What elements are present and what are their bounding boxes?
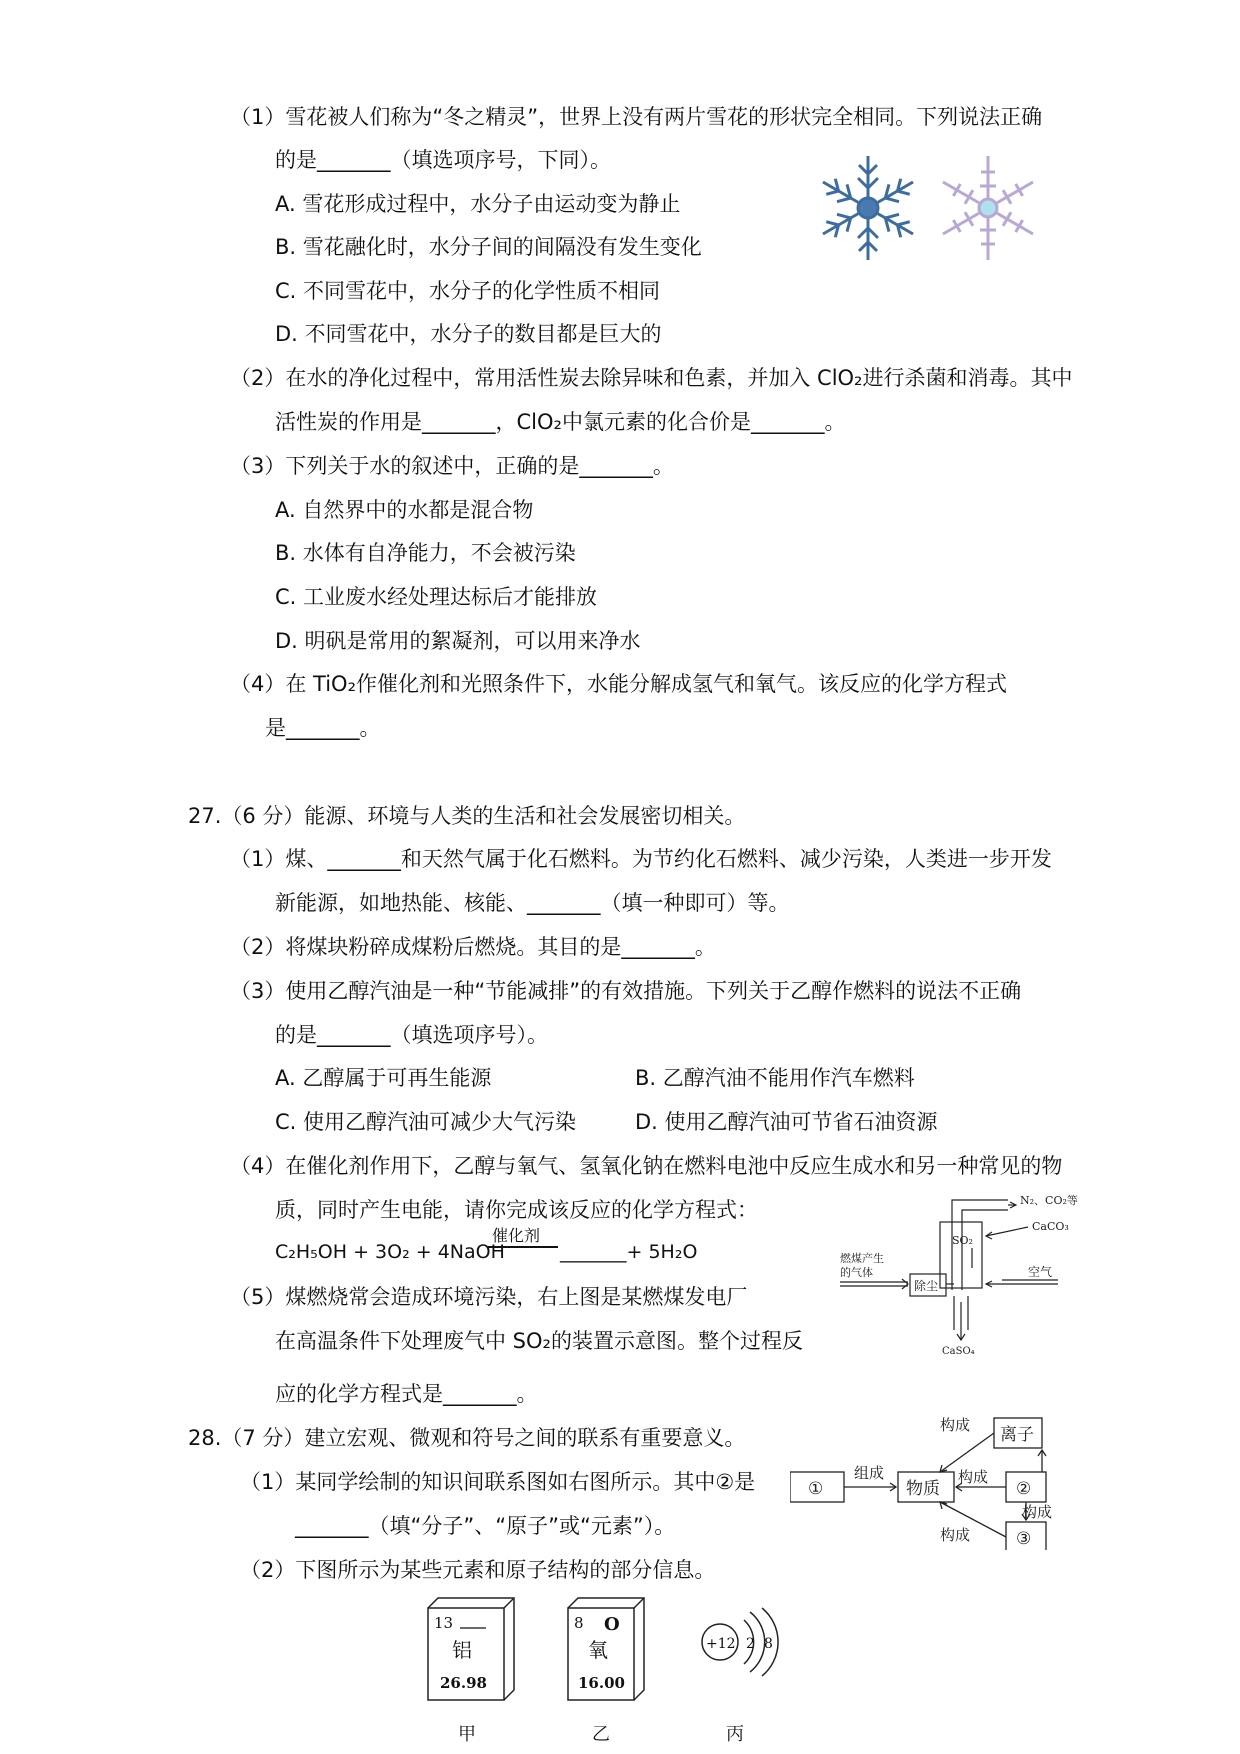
- q27-part5-line2: 在高温条件下处理废气中 SO₂的装置示意图。整个过程反: [275, 1329, 803, 1353]
- concept-edge-2-3: 构成: [1022, 1503, 1053, 1521]
- q28-part1-line1: （1）某同学绘制的知识间联系图如右图所示。其中②是: [240, 1470, 756, 1494]
- q27-part3-option-d: D. 使用乙醇汽油可节省石油资源: [635, 1110, 938, 1134]
- q27-part5-line3: 应的化学方程式是_______。: [275, 1382, 538, 1406]
- q27-heading: 27.（6 分）能源、环境与人类的生活和社会发展密切相关。: [188, 804, 746, 828]
- q26-part3-line1: （3）下列关于水的叙述中，正确的是_______。: [230, 454, 674, 478]
- q26-part2-line1: （2）在水的净化过程中，常用活性炭去除异味和色素，并加入 ClO₂进行杀菌和消毒。其中: [230, 366, 1073, 390]
- oxygen-atomic-number: 8: [574, 1614, 584, 1632]
- q27-part5-line1: （5）煤燃烧常会造成环境污染，右上图是某燃煤发电厂: [230, 1285, 748, 1309]
- magnesium-nucleus-charge: +12: [706, 1636, 736, 1652]
- oxygen-atomic-mass: 16.00: [578, 1674, 625, 1692]
- q26-part3-option-a: A. 自然界中的水都是混合物: [275, 498, 534, 522]
- snowflake-icon-light: [939, 156, 1037, 260]
- aluminum-name: 铝: [452, 1638, 472, 1662]
- q27-part1-line1: （1）煤、_______和天然气属于化石燃料。为节约化石燃料、减少污染，人类进一步开发: [230, 847, 1052, 871]
- q28-heading: 28.（7 分）建立宏观、微观和符号之间的联系有重要意义。: [188, 1426, 746, 1450]
- aluminum-atomic-number: 13: [434, 1614, 454, 1632]
- q27-part4-line2: 质，同时产生电能，请你完成该反应的化学方程式：: [275, 1198, 758, 1222]
- label-yi: 乙: [592, 1724, 610, 1745]
- snowflake-images: [810, 150, 1050, 270]
- q27-part3-option-b: B. 乙醇汽油不能用作汽车燃料: [635, 1066, 915, 1090]
- q26-part1-option-a: A. 雪花形成过程中，水分子由运动变为静止: [275, 192, 681, 216]
- desulfurization-diagram: [840, 1190, 1090, 1360]
- diagram-label-n2co2: N₂、CO₂等: [1020, 1194, 1078, 1207]
- concept-node-matter: 物质: [906, 1479, 940, 1499]
- q26-part4-line1: （4）在 TiO₂作催化剂和光照条件下，水能分解成氢气和氧气。该反应的化学方程式: [230, 672, 1007, 696]
- q27-part3-option-a: A. 乙醇属于可再生能源: [275, 1066, 492, 1090]
- concept-edge-ion-matter: 构成: [940, 1416, 971, 1434]
- q26-part3-option-b: B. 水体有自净能力，不会被污染: [275, 541, 576, 565]
- concept-node-3: ③: [1016, 1529, 1032, 1549]
- q27-part3-option-c: C. 使用乙醇汽油可减少大气污染: [275, 1110, 577, 1134]
- magnesium-shell1-electrons: 2: [746, 1636, 755, 1652]
- q28-part1-line2: _______（填“分子”、“原子”或“元素”）。: [295, 1514, 676, 1538]
- concept-node-ion: 离子: [1000, 1425, 1034, 1445]
- diagram-label-air: 空气: [1028, 1265, 1053, 1279]
- q26-part4-line2: 是_______。: [265, 716, 381, 740]
- q27-equation-right: _______+ 5H₂O: [560, 1241, 698, 1263]
- q26-part1-option-d: D. 不同雪花中，水分子的数目都是巨大的: [275, 322, 662, 346]
- concept-edge-compose: 组成: [854, 1464, 885, 1482]
- q28-part2: （2）下图所示为某些元素和原子结构的部分信息。: [240, 1558, 716, 1582]
- q27-part2: （2）将煤块粉碎成煤粉后燃烧。其目的是_______。: [230, 935, 716, 959]
- q27-part3-line1: （3）使用乙醇汽油是一种“节能减排”的有效措施。下列关于乙醇作燃料的说法不正确: [230, 979, 1022, 1003]
- concept-edge-2-matter: 构成: [958, 1468, 989, 1486]
- q26-part1-line1: （1）雪花被人们称为“冬之精灵”，世界上没有两片雪花的形状完全相同。下列说法正确: [230, 105, 1043, 129]
- q26-part1-line2: 的是_______（填选项序号，下同）。: [275, 148, 611, 172]
- q27-part3-line2: 的是_______（填选项序号）。: [275, 1023, 548, 1047]
- q27-part1-line2: 新能源，如地热能、核能、_______（填一种即可）等。: [275, 891, 790, 915]
- aluminum-atomic-mass: 26.98: [440, 1674, 487, 1692]
- diagram-label-so2: SO₂: [952, 1234, 973, 1247]
- q27-equation-left: C₂H₅OH + 3O₂ + 4NaOH: [275, 1241, 505, 1263]
- q26-part1-option-c: C. 不同雪花中，水分子的化学性质不相同: [275, 279, 661, 303]
- concept-relation-diagram: [790, 1410, 1070, 1550]
- diagram-label-gas-line2: 的气体: [840, 1266, 873, 1279]
- concept-edge-3-matter: 构成: [940, 1526, 971, 1544]
- oxygen-name: 氧: [588, 1638, 608, 1662]
- q27-part4-line1: （4）在催化剂作用下，乙醇与氧气、氢氧化钠在燃料电池中反应生成水和另一种常见的物: [230, 1154, 1063, 1178]
- q26-part1-option-b: B. 雪花融化时，水分子间的间隔没有发生变化: [275, 235, 702, 259]
- diagram-label-caso4: CaSO₄: [942, 1346, 975, 1357]
- oxygen-symbol: O: [604, 1614, 620, 1635]
- diagram-label-dust: 除尘: [914, 1279, 939, 1293]
- q26-part3-option-c: C. 工业废水经处理达标后才能排放: [275, 585, 598, 609]
- element-info-figures: [420, 1590, 860, 1750]
- q26-part2-line2: 活性炭的作用是_______，ClO₂中氯元素的化合价是_______。: [275, 410, 846, 434]
- q27-equation-arrow-line: [488, 1246, 558, 1248]
- diagram-label-gas-line1: 燃煤产生: [840, 1252, 884, 1265]
- magnesium-shell2-electrons: 8: [764, 1636, 773, 1652]
- diagram-label-caco3: CaCO₃: [1032, 1220, 1069, 1233]
- q27-equation-condition: 催化剂: [492, 1226, 541, 1245]
- concept-node-1: ①: [808, 1479, 824, 1499]
- label-jia: 甲: [458, 1724, 476, 1745]
- q26-part3-option-d: D. 明矾是常用的絮凝剂，可以用来净水: [275, 629, 641, 653]
- label-bing: 丙: [726, 1724, 744, 1745]
- snowflake-icon-dark: [818, 156, 918, 260]
- concept-node-2: ②: [1016, 1479, 1032, 1499]
